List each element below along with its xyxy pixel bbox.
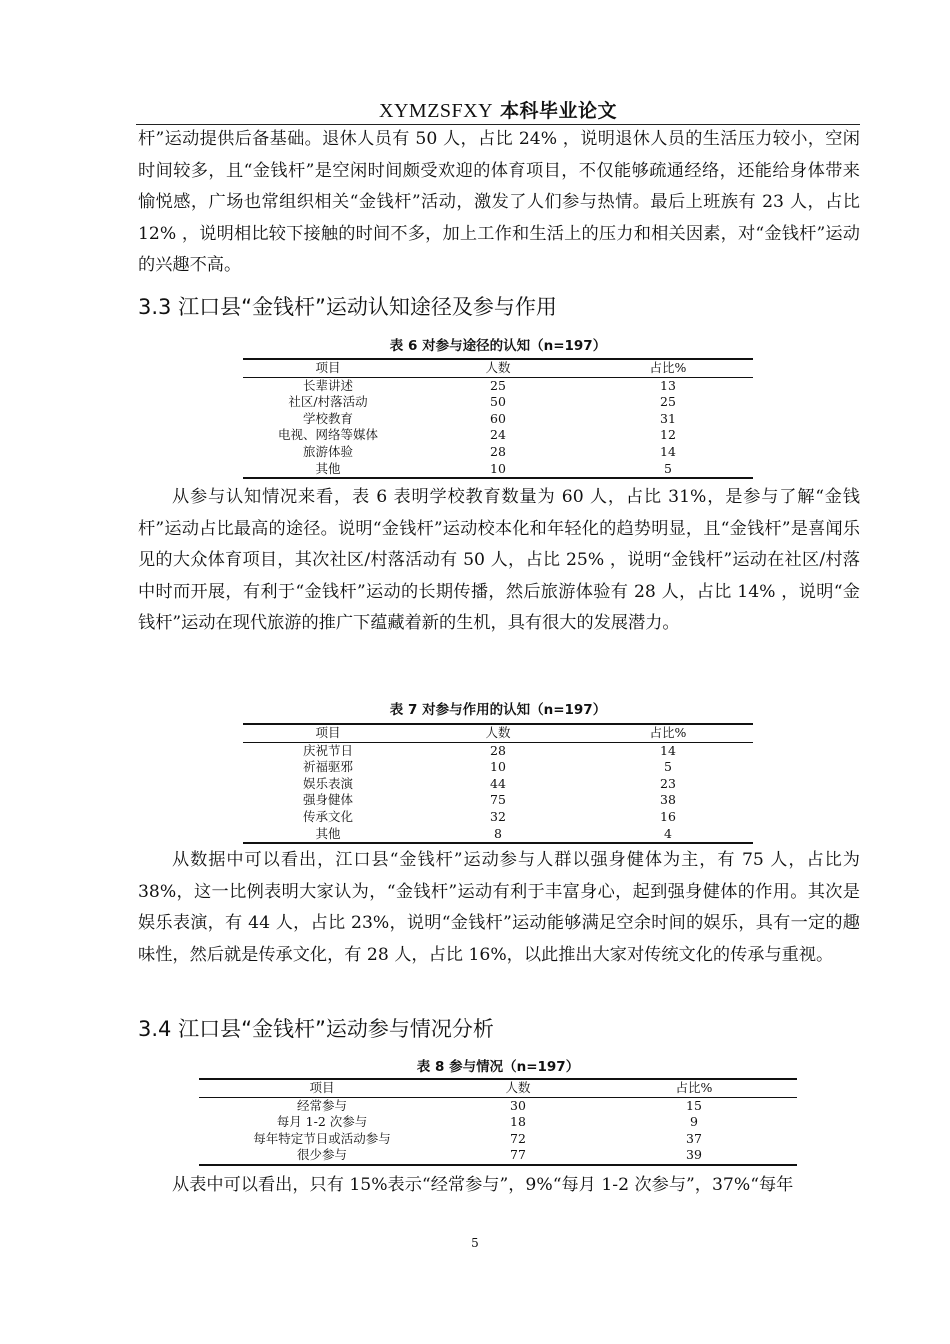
section-heading-3-3: 3.3 江口县“金钱杆”运动认知途径及参与作用 <box>138 295 557 319</box>
table-cell: 14 <box>660 443 676 459</box>
table-row <box>243 444 753 461</box>
table-cell: 5 <box>664 759 672 775</box>
header-brand: XYMZSFXY <box>379 100 494 122</box>
table-cell: 强身健体 <box>302 792 353 808</box>
table-header-row <box>243 724 753 742</box>
table-cell: 32 <box>490 808 506 824</box>
table-cell: 39 <box>686 1147 702 1163</box>
table-cell: 娱乐表演 <box>302 775 353 791</box>
table-row <box>243 394 753 411</box>
table-row <box>243 427 753 444</box>
table-cell: 5 <box>664 460 672 476</box>
paragraph-3: 从数据中可以看出，江口县“金钱杆”运动参与人群以强身健体为主，有 75 人，占比为 38%，这一比例表明大家认为，“金钱杆”运动有利于丰富身心，起到强身健体的作用。其次是娱乐表演，有 44 人，占比 23%，说明“金钱杆”运动能够满足空余时间的娱乐，具有一定的趣味性，然后就是传承文化，有 28 人，占比 16%，以此推出大家对传统文化的传承与重视。 <box>138 850 860 965</box>
table-cell: 长辈讲述 <box>302 377 353 393</box>
table-cell: 其他 <box>315 460 341 476</box>
column-header: 人数 <box>485 725 511 740</box>
table-cell: 31 <box>660 410 676 426</box>
table-cell: 祈福驱邪 <box>302 759 353 775</box>
column-header: 项目 <box>315 360 341 375</box>
table-header-row <box>243 359 753 377</box>
table-row <box>199 1147 797 1165</box>
table-cell: 旅游体验 <box>302 443 353 459</box>
table-6 <box>243 358 753 479</box>
table-7 <box>243 723 753 844</box>
table-row <box>199 1097 797 1114</box>
header-subtitle: 本科毕业论文 <box>499 100 617 122</box>
table-cell: 4 <box>664 825 672 841</box>
table-cell: 社区/村落活动 <box>288 394 368 410</box>
table-row <box>243 377 753 394</box>
table-cell: 9 <box>690 1114 698 1130</box>
table-cell: 8 <box>494 825 502 841</box>
table-cell: 每月 1-2 次参与 <box>276 1114 368 1130</box>
table-row <box>243 759 753 776</box>
table-cell: 每年特定节日或活动参与 <box>253 1130 391 1146</box>
table-cell: 50 <box>490 394 506 410</box>
table-row <box>243 411 753 428</box>
table-row <box>243 742 753 759</box>
running-header <box>138 96 858 123</box>
table-cell: 经常参与 <box>296 1097 347 1113</box>
table-cell: 24 <box>490 427 506 443</box>
table-cell: 25 <box>660 394 676 410</box>
table-cell: 12 <box>660 427 676 443</box>
table-cell: 75 <box>490 792 506 808</box>
paragraph-4: 从表中可以看出，只有 15%表示“经常参与”，9%“每月 1-2 次参与”，37%“每年 <box>172 1175 794 1195</box>
table-cell: 电视、网络等媒体 <box>277 427 378 443</box>
table-8 <box>199 1078 797 1166</box>
column-header: 占比% <box>649 725 687 740</box>
table-cell: 28 <box>490 742 506 758</box>
table-cell: 13 <box>660 377 676 393</box>
table-cell: 77 <box>510 1147 526 1163</box>
table-cell: 44 <box>490 775 506 791</box>
table-cell: 10 <box>490 460 506 476</box>
paragraph-1: 杆”运动提供后备基础。退休人员有 50 人，占比 24% ，说明退休人员的生活压力较小，空闲时间较多，且“金钱杆”是空闲时间颇受欢迎的体育项目，不仅能够疏通经络，还能给身体带来愉悦感，广场也常组织相关“金钱杆”活动，激发了人们参与热情。最后上班族有 23 人，占比 12% ，说明相比较下接触的时间不多，加上工作和生活上的压力和相关因素，对“金钱杆”运动的兴趣不高。 <box>138 129 860 275</box>
column-header: 人数 <box>485 360 511 375</box>
table-cell: 庆祝节日 <box>302 742 353 758</box>
table-cell: 学校教育 <box>302 410 353 426</box>
section-heading-3-4: 3.4 江口县“金钱杆”运动参与情况分析 <box>138 1017 494 1041</box>
column-header: 占比% <box>675 1080 713 1095</box>
table-row <box>243 809 753 826</box>
page-number: 5 <box>471 1236 479 1250</box>
table-cell: 10 <box>490 759 506 775</box>
column-header: 项目 <box>315 725 341 740</box>
table-cell: 23 <box>660 775 676 791</box>
table-cell: 14 <box>660 742 676 758</box>
table-cell: 30 <box>510 1097 526 1113</box>
table-cell: 16 <box>660 808 676 824</box>
table-6-caption: 表 6 对参与途径的认知（n=197） <box>389 338 607 354</box>
table-cell: 传承文化 <box>302 808 353 824</box>
paragraph-2: 从参与认知情况来看，表 6 表明学校教育数量为 60 人，占比 31%，是参与了解“金钱杆”运动占比最高的途径。说明“金钱杆”运动校本化和年轻化的趋势明显，且“金钱杆”是喜闻乐见的大众体育项目，其次社区/村落活动有 50 人，占比 25% ，说明“金钱杆”运动在社区/村落中时而开展，有利于“金钱杆”运动的长期传播，然后旅游体验有 28 人，占比 14% ，说明“金钱杆”运动在现代旅游的推广下蕴藏着新的生机，具有很大的发展潜力。 <box>138 487 860 633</box>
column-header: 项目 <box>309 1080 335 1095</box>
column-header: 占比% <box>649 360 687 375</box>
table-cell: 18 <box>510 1114 526 1130</box>
table-cell: 很少参与 <box>296 1147 347 1163</box>
table-cell: 38 <box>660 792 676 808</box>
table-8-caption: 表 8 参与情况（n=197） <box>416 1059 580 1075</box>
table-row <box>243 792 753 809</box>
table-header-row <box>199 1079 797 1097</box>
table-cell: 15 <box>686 1097 702 1113</box>
table-row <box>243 826 753 844</box>
table-cell: 60 <box>490 410 506 426</box>
table-row <box>199 1131 797 1148</box>
table-cell: 72 <box>510 1130 526 1146</box>
table-cell: 25 <box>490 377 506 393</box>
table-cell: 其他 <box>315 825 341 841</box>
table-cell: 37 <box>686 1130 702 1146</box>
column-header: 人数 <box>505 1080 531 1095</box>
table-row <box>243 461 753 479</box>
table-row <box>243 776 753 793</box>
table-7-caption: 表 7 对参与作用的认知（n=197） <box>389 702 607 718</box>
table-cell: 28 <box>490 443 506 459</box>
table-row <box>199 1114 797 1131</box>
